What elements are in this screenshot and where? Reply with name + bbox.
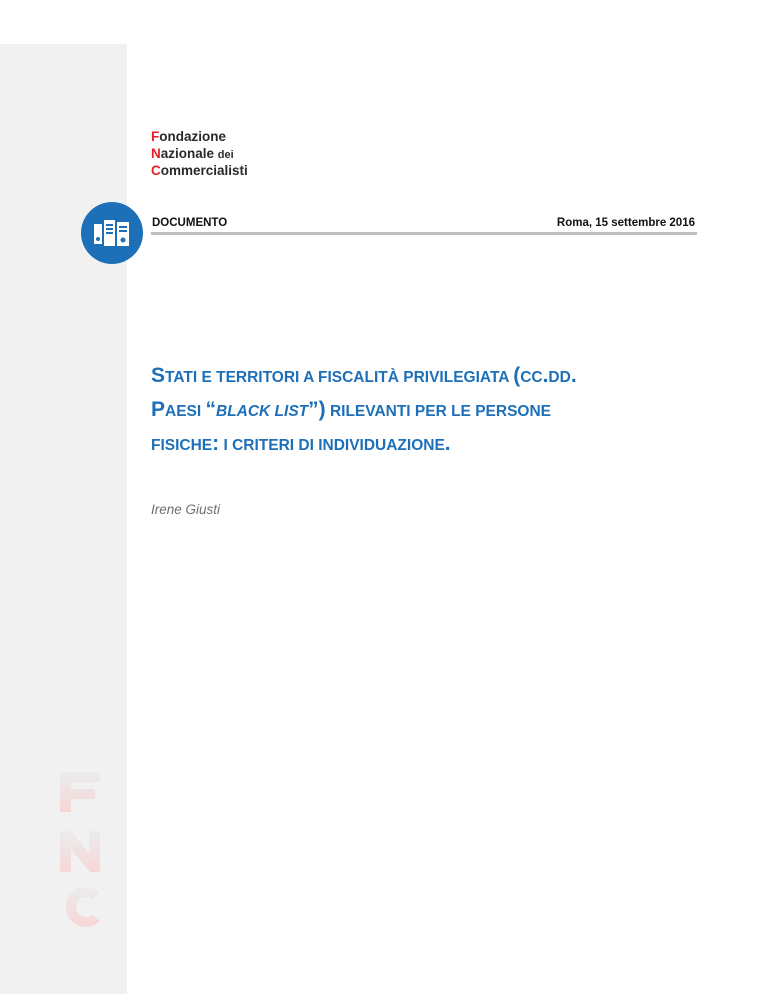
header-divider <box>151 232 697 235</box>
logo-text-fondazione: ondazione <box>159 129 226 144</box>
logo-text-dei: dei <box>217 148 234 161</box>
document-date: Roma, 15 settembre 2016 <box>556 217 695 229</box>
title-cap-s: S <box>151 364 166 387</box>
logo-text-commercialisti: ommercialisti <box>160 163 248 178</box>
title-paren-open: ( <box>513 364 521 387</box>
title-quote-close: ”) <box>308 398 326 421</box>
title-text-stati: TATI E TERRITORI A FISCALITÀ PRIVILEGIATA <box>165 369 514 386</box>
title-text-rilevanti: RILEVANTI PER LE PERSONE <box>325 403 551 420</box>
title-line-3 <box>151 432 711 466</box>
watermark-letter-n <box>60 831 100 872</box>
title-quote-open: “ <box>205 398 216 421</box>
fnc-logo <box>151 129 248 180</box>
title-dot-2: . <box>570 364 577 387</box>
title-text-black-list: BLACK LIST <box>216 403 309 420</box>
logo-initial-f: F <box>151 129 160 144</box>
documents-icon <box>81 202 143 264</box>
page-top-margin <box>0 0 768 44</box>
title-text-fisiche: FISICHE <box>151 437 213 454</box>
document-type-label: DOCUMENTO <box>152 217 228 229</box>
logo-line-commercialisti <box>151 163 248 180</box>
document-badge <box>81 202 143 264</box>
title-text-cc: CC <box>520 369 543 386</box>
logo-initial-c: C <box>151 163 161 178</box>
title-text-dd: DD <box>548 369 571 386</box>
logo-line-nazionale <box>151 146 248 164</box>
title-cap-p: P <box>151 398 166 421</box>
watermark-letter-f <box>60 772 100 812</box>
title-line-2 <box>151 398 711 432</box>
title-dot-1: . <box>542 364 549 387</box>
title-line-1 <box>151 364 711 398</box>
fnc-watermark <box>56 768 106 934</box>
title-end-dot: . <box>444 432 451 455</box>
logo-initial-n: N <box>151 145 161 161</box>
title-text-paesi: AESI <box>165 403 206 420</box>
title-text-criteri: I CRITERI DI INDIVIDUAZIONE <box>219 437 445 454</box>
title-colon: : <box>212 432 220 455</box>
document-title <box>151 364 711 466</box>
logo-text-nazionale: azionale <box>160 145 215 161</box>
author-name: Irene Giusti <box>151 502 221 517</box>
logo-line-fondazione <box>151 129 248 146</box>
watermark-letter-c <box>66 887 100 927</box>
